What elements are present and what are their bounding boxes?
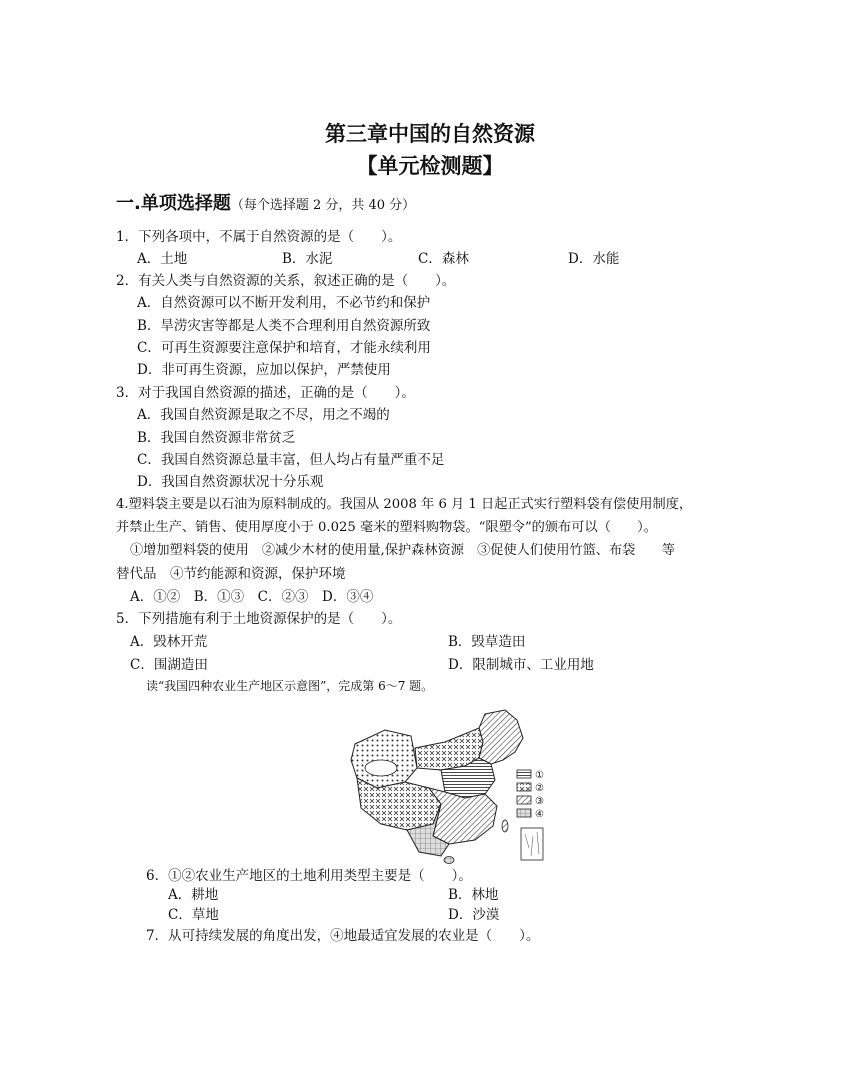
q2-option-b: B．旱涝灾害等都是人类不合理利用自然资源所致: [137, 318, 431, 334]
q1-stem: 1．下列各项中，不属于自然资源的是（ ）。: [116, 229, 402, 245]
q3-stem: 3．对于我国自然资源的描述，正确的是（ ）。: [116, 385, 415, 401]
q2-option-d: D．非可再生资源，应加以保护，严禁使用: [137, 362, 391, 378]
q1-option-c: C．森林: [418, 251, 469, 267]
q5-option-c: C．围湖造田: [130, 657, 208, 673]
page-title-line1: 第三章中国的自然资源: [325, 122, 535, 146]
legend-label-2: ②: [535, 783, 544, 794]
q7-stem: 7．从可持续发展的角度出发，④地最适宜发展的农业是（ ）。: [146, 928, 540, 944]
q3-option-a: A．我国自然资源是取之不尽，用之不竭的: [137, 407, 390, 423]
q1-option-a: A．土地: [137, 251, 188, 267]
map-region-northwest: [351, 730, 417, 788]
q5-stem: 5．下列措施有利于土地资源保护的是（ ）。: [116, 611, 402, 627]
legend-label-3: ③: [535, 796, 544, 807]
q4-stem-line1: 4.塑料袋主要是以石油为原料制成的。我国从 2008 年 6 月 1 日起正式实行塑料袋有偿使用制度，: [116, 497, 693, 512]
q5-option-b: B．毁草造田: [448, 634, 526, 650]
map-basin: [365, 760, 397, 776]
section-heading: [116, 189, 415, 215]
q4-stem-line2: 并禁止生产、销售、使用厚度小于 0.025 毫米的塑料购物袋。“限塑令”的颁布可以（ ）。: [116, 520, 657, 535]
q5-option-a: A．毁林开荒: [130, 634, 208, 650]
map-island-east: [502, 820, 508, 832]
page-title-line2: 【单元检测题】: [356, 154, 504, 178]
q6-option-c: C．草地: [168, 907, 219, 923]
section-note: （每个选择题 2 分，共 40 分）: [230, 198, 416, 213]
q3-option-d: D．我国自然资源状况十分乐观: [137, 474, 324, 490]
agriculture-regions-map: [345, 708, 555, 866]
legend-swatch-3: [517, 796, 531, 804]
map-region-northeast: [479, 710, 523, 764]
section-heading-text: 一.单项选择题: [116, 193, 231, 214]
q2-option-a: A．自然资源可以不断开发利用，不必节约和保护: [137, 295, 431, 311]
map-island: [444, 857, 454, 864]
q4-options: A．①② B．①③ C．②③ D．③④: [130, 589, 374, 605]
q4-items-line2: 替代品 ④节约能源和资源，保护环境: [116, 566, 346, 582]
q2-stem: 2．有关人类与自然资源的关系，叙述正确的是（ ）。: [116, 273, 456, 289]
q6-option-a: A．耕地: [168, 887, 219, 903]
q3-option-c: C．我国自然资源总量丰富，但人均占有量严重不足: [137, 452, 445, 468]
q6-stem: 6．①②农业生产地区的土地利用类型主要是（ ）。: [146, 868, 472, 884]
legend-swatch-2: [517, 783, 531, 791]
q6-option-b: B．林地: [448, 887, 499, 903]
legend-swatch-4: [517, 809, 531, 817]
q5-option-d: D．限制城市、工业用地: [448, 657, 594, 673]
q2-option-c: C．可再生资源要注意保护和培育，才能永续利用: [137, 340, 431, 356]
legend-label-1: ①: [535, 770, 544, 781]
q4-items-line1: ①增加塑料袋的使用 ②减少木材的使用量,保护森林资源 ③促使人们使用竹篮、布袋 等: [130, 543, 675, 558]
map-intro: 读“我国四种农业生产地区示意图”，完成第 6～7 题。: [146, 679, 434, 693]
q6-option-d: D．沙漠: [448, 907, 500, 923]
q1-option-b: B．水泥: [282, 251, 333, 267]
q1-option-d: D．水能: [568, 251, 620, 267]
map-region-plateau: [357, 778, 441, 830]
legend-swatch-1: [517, 770, 531, 778]
legend-label-4: ④: [535, 809, 544, 820]
q3-option-b: B．我国自然资源非常贫乏: [137, 430, 296, 446]
